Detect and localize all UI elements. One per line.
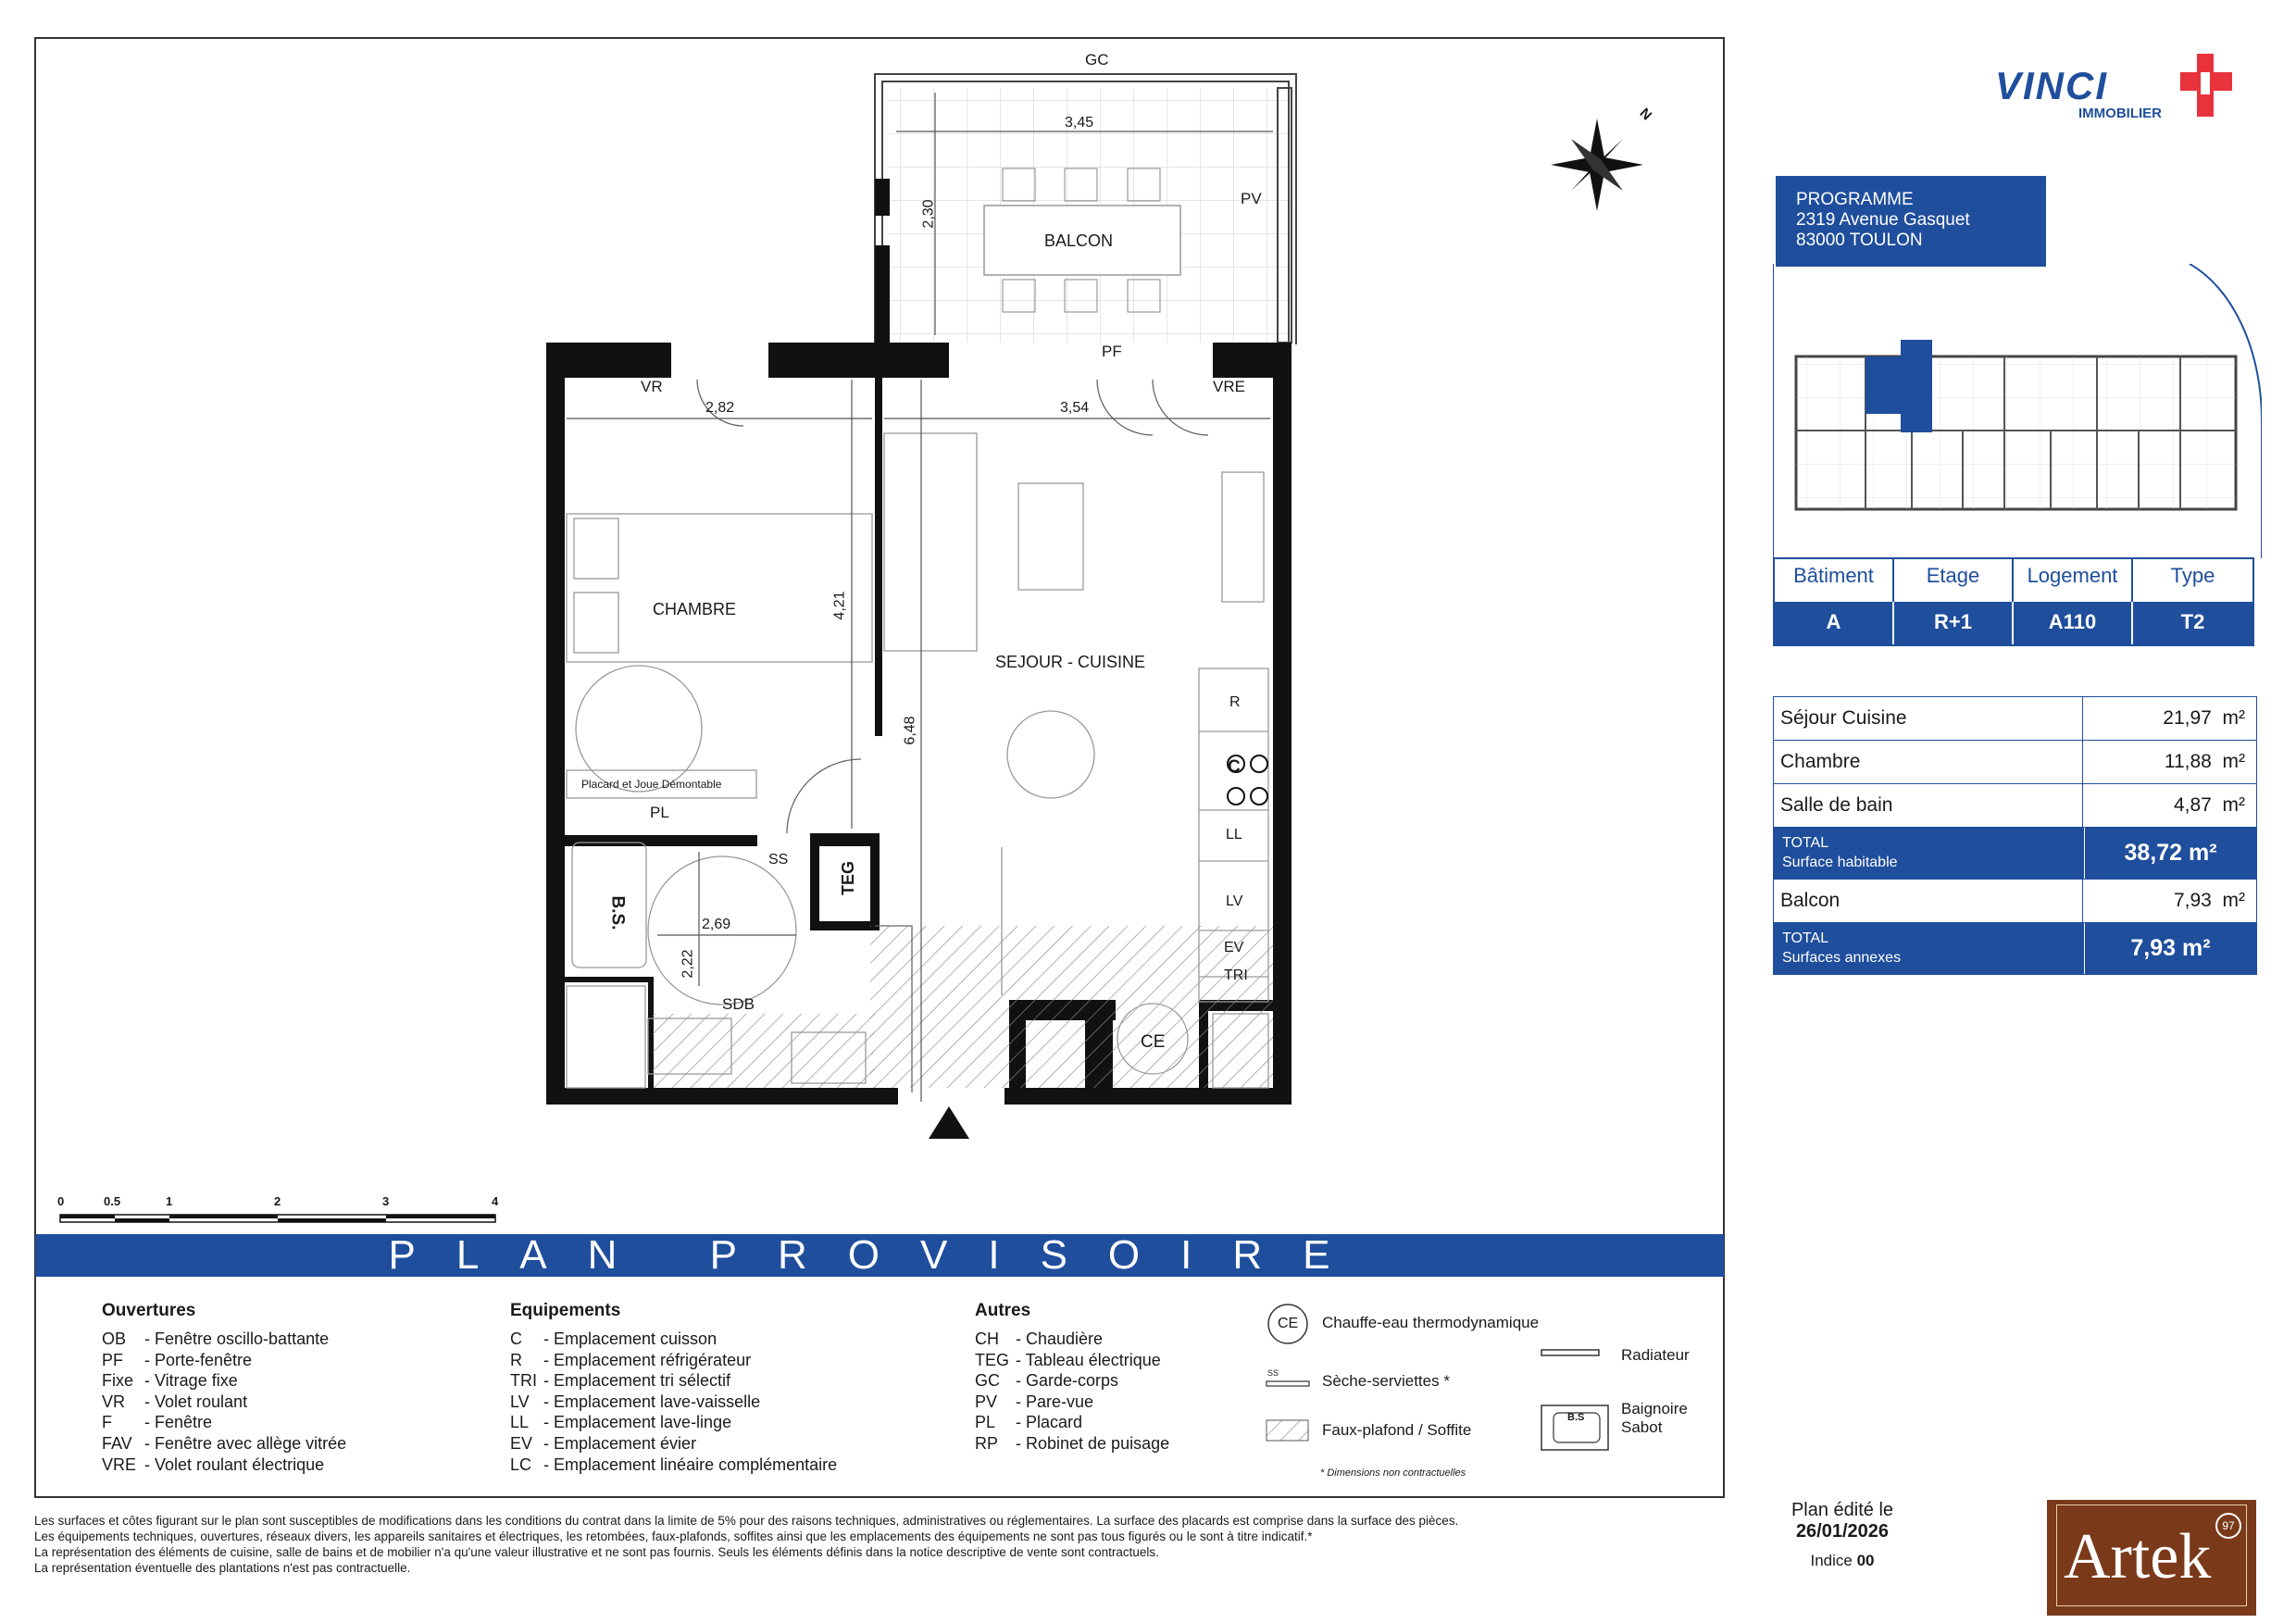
legend-radiateur: Radiateur [1621, 1346, 1690, 1364]
info-header: Type [2170, 564, 2215, 587]
surface-row [1774, 697, 2256, 741]
legend-item: GC - Garde-corps [975, 1371, 1119, 1391]
legend-title: Ouvertures [102, 1301, 196, 1320]
legend-item: PF - Porte-fenêtre [102, 1350, 253, 1369]
edition-indice: Indice 00 [1810, 1552, 1875, 1569]
surface-value: 11,88 m² [2164, 751, 2245, 772]
dim-chambre-w: 2,82 [705, 400, 735, 416]
programme-city: 83000 TOULON [1796, 231, 1923, 250]
key-plan [1773, 264, 2262, 558]
total-annexes-line1: TOTAL [1782, 930, 1829, 946]
disclaimer-line: Les surfaces et côtes figurant sur le plan sont susceptibles de modifications dans les conditions du contrat dans la limite de 5% pour des raisons techniques, administratives ou réglementaires. La surface des placards est comprise dans la surface des pièces. [34, 1514, 1459, 1528]
programme-title: PROGRAMME [1796, 190, 1914, 209]
info-value-logement: A110 [2014, 602, 2133, 644]
label-pl: PL [650, 804, 669, 821]
disclaimer-line: La représentation éventuelle des plantations n'est pas contractuelle. [34, 1561, 411, 1575]
label-lv: LV [1226, 893, 1243, 909]
scale-tick: 2 [274, 1194, 281, 1208]
surface-label: Séjour Cuisine [1774, 697, 2083, 740]
label-vre: VRE [1213, 378, 1245, 395]
edition-label: Plan édité le [1791, 1500, 1894, 1520]
surface-value: 21,97 m² [2163, 707, 2245, 729]
label-fav: FAV [702, 343, 730, 360]
legend-item: C - Emplacement cuisson [510, 1330, 718, 1348]
surfaces-table [1773, 696, 2257, 975]
balcon-value: 7,93 m² [2173, 890, 2245, 911]
legend-item: F - Fenêtre [102, 1413, 213, 1432]
legend-item: OB - Fenêtre oscillo-battante [102, 1330, 330, 1348]
balcon-row [1774, 879, 2256, 923]
legend-sabot: Sabot [1621, 1418, 1663, 1436]
legend-item: PV - Pare-vue [975, 1392, 1094, 1411]
total-annexes-line2: Surfaces annexes [1782, 950, 1902, 966]
scale-tick: 0.5 [104, 1194, 121, 1208]
legend-item: LL - Emplacement lave-linge [510, 1413, 732, 1432]
entrance-arrow [929, 1106, 969, 1139]
scale-bar [60, 1215, 495, 1222]
label-vr: VR [641, 378, 663, 395]
label-bs: B.S. [607, 895, 628, 930]
vinci-cross-icon [2180, 54, 2232, 117]
total-annexes-value: 7,93 m² [2130, 935, 2211, 961]
dim-sdb-w: 2,69 [702, 917, 731, 932]
legend-ss-code: SS [1267, 1368, 1279, 1378]
surface-row [1774, 741, 2256, 784]
legend-title: Autres [975, 1301, 1031, 1320]
disclaimer [34, 1513, 1701, 1576]
programme-box [1776, 176, 2046, 267]
label-gc: GC [1085, 51, 1109, 69]
label-pf: PF [1102, 343, 1122, 360]
legend-item: CH - Chaudière [975, 1330, 1104, 1348]
scale-tick: 0 [57, 1194, 65, 1208]
legend-item: TEG - Tableau électrique [975, 1350, 1161, 1369]
info-value-etage: R+1 [1894, 602, 2014, 644]
surface-value: 4,87 m² [2173, 794, 2245, 816]
label-pv: PV [1241, 190, 1262, 207]
balcon-label: Balcon [1774, 880, 2083, 922]
legend-equipements [510, 1301, 837, 1475]
legend-item: EV - Emplacement évier [510, 1433, 697, 1453]
dim-balcon-h: 2,30 [920, 199, 937, 229]
surface-label: Chambre [1774, 741, 2083, 783]
info-header: Logement [2014, 559, 2133, 602]
artek-wordmark: Artek [2064, 1521, 2212, 1592]
label-sdb: SDB [722, 995, 755, 1013]
total-habitable-value: 38,72 m² [2124, 840, 2217, 866]
info-value-batiment: A [1775, 602, 1894, 644]
total-annexes-row [1774, 923, 2256, 974]
legend-item: R - Emplacement réfrigérateur [510, 1350, 752, 1369]
legend-ouvertures [102, 1301, 346, 1475]
label-balcon: BALCON [1044, 231, 1114, 250]
artek-badge: 97 [2215, 1513, 2241, 1539]
label-sejour-cuisine: SEJOUR - CUISINE [995, 653, 1146, 671]
info-header: Etage [1894, 559, 2014, 602]
edition-date: 26/01/2026 [1795, 1521, 1890, 1542]
legend-dim-note: * Dimensions non contractuelles [1320, 1467, 1466, 1479]
legend-ce-code: CE [1278, 1316, 1299, 1331]
label-placard: Placard et Joue Démontable [581, 778, 722, 791]
total-habitable-line2: Surface habitable [1782, 855, 1898, 870]
dim-sejour-h: 6,48 [902, 716, 918, 745]
info-table [1773, 557, 2254, 646]
label-ll: LL [1226, 827, 1242, 843]
label-r: R [1229, 694, 1241, 710]
label-c: C [1228, 757, 1241, 777]
total-habitable-line1: TOTAL [1782, 835, 1829, 851]
legend-ss-label: Sèche-serviettes * [1322, 1372, 1450, 1390]
label-chambre: CHAMBRE [653, 600, 737, 618]
label-ce: CE [1141, 1032, 1166, 1052]
north-rose-icon [1551, 119, 1643, 211]
surface-label: Salle de bain [1774, 784, 2083, 827]
legend-item: TRI - Emplacement tri sélectif [510, 1371, 731, 1391]
programme-address: 2319 Avenue Gasquet [1796, 210, 1970, 230]
legend-ce-label: Chauffe-eau thermodynamique [1322, 1314, 1540, 1331]
label-ss: SS [768, 852, 789, 868]
vinci-logo [1995, 64, 2162, 121]
legend-item: FAV - Fenêtre avec allège vitrée [102, 1433, 347, 1453]
legend-bs-code: B.S [1567, 1412, 1585, 1423]
legend-item: LC - Emplacement linéaire complémentaire [510, 1454, 838, 1474]
legend-item: Fixe - Vitrage fixe [102, 1371, 238, 1391]
disclaimer-line: La représentation des éléments de cuisine, salle de bains et de mobilier n'a qu'une valeur illustrative et ne sont pas fournis. Seuls les éléments définis dans la notice descriptive de vente sont contractuels. [34, 1545, 1159, 1559]
legend-fp-label: Faux-plafond / Soffite [1322, 1421, 1472, 1439]
info-value-type: T2 [2133, 602, 2252, 644]
legend-autres [975, 1301, 1169, 1454]
legend-item: PL - Placard [975, 1413, 1083, 1432]
legend-item: LV - Emplacement lave-vaisselle [510, 1392, 761, 1411]
edition-info [1768, 1500, 1916, 1570]
vinci-wordmark: VINCI [1995, 64, 2109, 107]
scale-tick: 3 [382, 1194, 390, 1208]
disclaimer-line: Les équipements techniques, ouvertures, réseaux divers, les appareils sanitaires et électriques, les retombées, faux-plafonds, soffites ainsi que les emplacements des équipements ne sont pas tous figurés ou le sont à titre indicatif.* [34, 1529, 1313, 1543]
dim-chambre-h: 4,21 [831, 591, 848, 620]
label-north: N [1636, 105, 1655, 124]
dim-sdb-h: 2,22 [680, 949, 696, 979]
label-ev: EV [1224, 940, 1244, 955]
legend-baignoire: Baignoire [1621, 1400, 1688, 1417]
legend-item: RP - Robinet de puisage [975, 1433, 1170, 1453]
artek-logo [2047, 1500, 2256, 1616]
label-teg: TEG [839, 860, 858, 896]
scale-tick: 4 [492, 1194, 499, 1208]
vinci-subtitle: IMMOBILIER [2078, 106, 2162, 121]
legend-item: VR - Volet roulant [102, 1392, 248, 1411]
label-tri: TRI [1224, 968, 1248, 983]
info-header: Bâtiment [1775, 559, 1894, 602]
dim-sejour-w: 3,54 [1060, 400, 1090, 416]
dim-balcon-w: 3,45 [1065, 115, 1094, 131]
legend-item: VRE - Volet roulant électrique [102, 1454, 325, 1474]
surface-row [1774, 784, 2256, 828]
legend-title: Equipements [510, 1301, 621, 1320]
plan-banner: PLAN PROVISOIRE [35, 1234, 1724, 1277]
total-habitable-row [1774, 828, 2256, 879]
scale-tick: 1 [166, 1194, 173, 1208]
